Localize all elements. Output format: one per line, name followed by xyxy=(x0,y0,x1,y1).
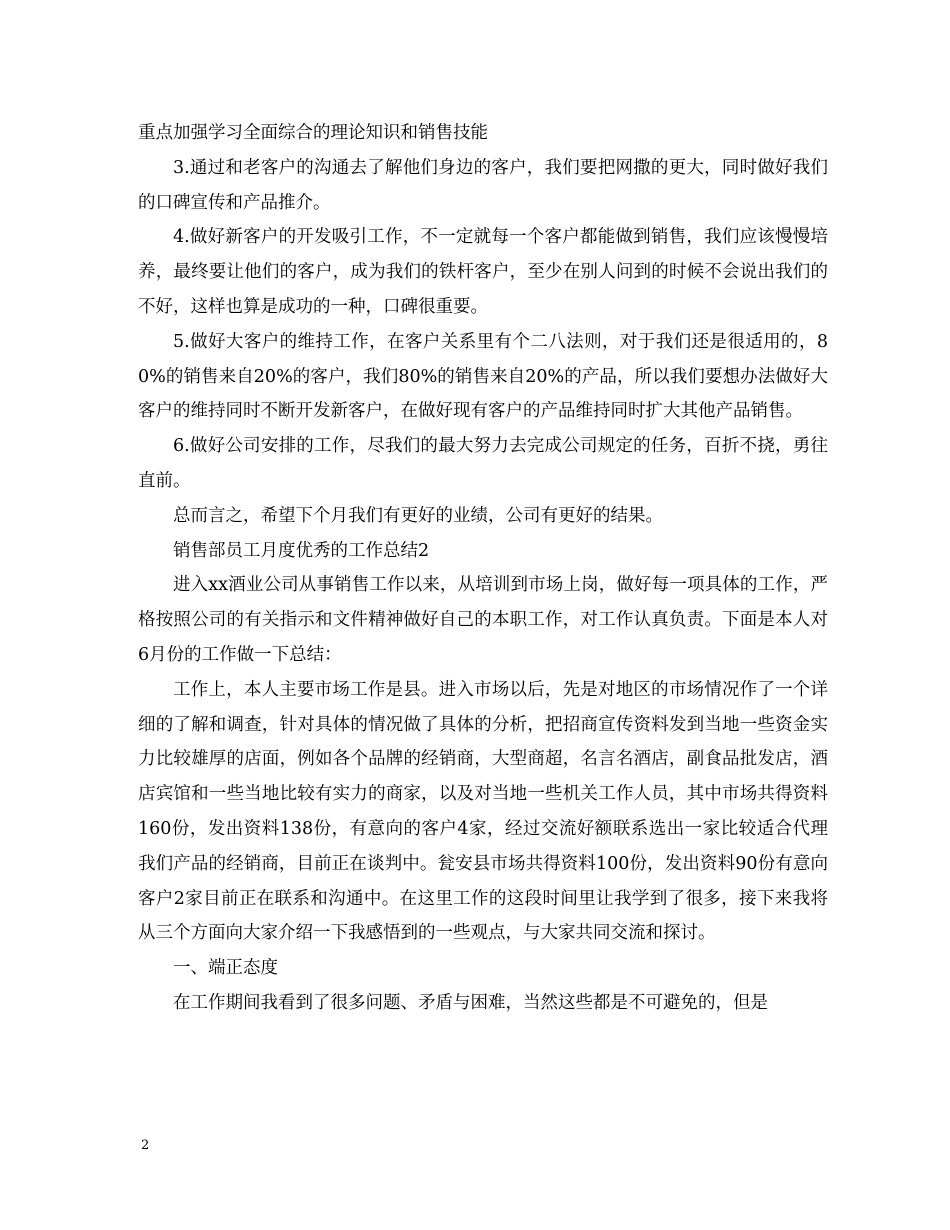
paragraph-9: 在工作期间我看到了很多问题、矛盾与困难，当然这些都是不可避免的，但是 xyxy=(173,992,768,1013)
paragraph-8: 工作上，本人主要市场工作是县。进入市场以后，先是对地区的市场情况作了一个详细的了解和调查，针对具体的情况做了具体的分析，把招商宣传资料发到当地一些资金实力比较雄厚的店面，例如各个品牌的经销商，大型商超，名言名酒店，副食品批发店，酒店宾馆和一些当地比较有实力的商家，以及对当地一些机关工作人员，其中市场共得资料160份，发出资料138份，有意向的客户4家，经过交流好额联系选出一家比较适合代理我们产品的经销商，目前正在谈判中。瓮安县市场共得资料100份，发出资料90份有意向客户2家目前正在联系和沟通中。在这里工作的这段时间里让我学到了很多，接下来我将从三个方面向大家介绍一下我感悟到的一些观点，与大家共同交流和探讨。 xyxy=(138,679,828,944)
subsection-heading: 一、端正态度 xyxy=(173,958,278,979)
paragraph-5: 6.做好公司安排的工作，尽我们的最大努力去完成公司规定的任务，百折不挠，勇往直前。 xyxy=(138,436,828,491)
paragraph-4: 5.做好大客户的维持工作，在客户关系里有个二八法则，对于我们还是很适用的，80%的销售来自20%的客户，我们80%的销售来自20%的产品，所以我们要想办法做好大客户的维持同时不断开发新客户，在做好现有客户的产品维持同时扩大其他产品销售。 xyxy=(138,331,828,422)
paragraph-1: 重点加强学习全面综合的理论知识和销售技能 xyxy=(138,123,488,143)
paragraph-3: 4.做好新客户的开发吸引工作，不一定就每一个客户都能做到销售，我们应该慢慢培养，最终要让他们的客户，成为我们的铁杆客户，至少在别人问到的时候不会说出我们的不好，这样也算是成功的一种，口碑很重要。 xyxy=(138,227,828,317)
section-heading: 销售部员工月度优秀的工作总结2 xyxy=(173,540,430,561)
paragraph-6: 总而言之，希望下个月我们有更好的业绩，公司有更好的结果。 xyxy=(173,505,663,526)
paragraph-7: 进入xx酒业公司从事销售工作以来，从培训到市场上岗，做好每一项具体的工作，严格按照公司的有关指示和文件精神做好自己的本职工作，对工作认真负责。下面是本人对6月份的工作做一下总结： xyxy=(138,575,828,665)
document-body xyxy=(138,116,828,1021)
page-number: 2 xyxy=(141,1138,150,1153)
paragraph-2: 3.通过和老客户的沟通去了解他们身边的客户，我们要把网撒的更大，同时做好我们的口碑宣传和产品推介。 xyxy=(138,157,828,213)
